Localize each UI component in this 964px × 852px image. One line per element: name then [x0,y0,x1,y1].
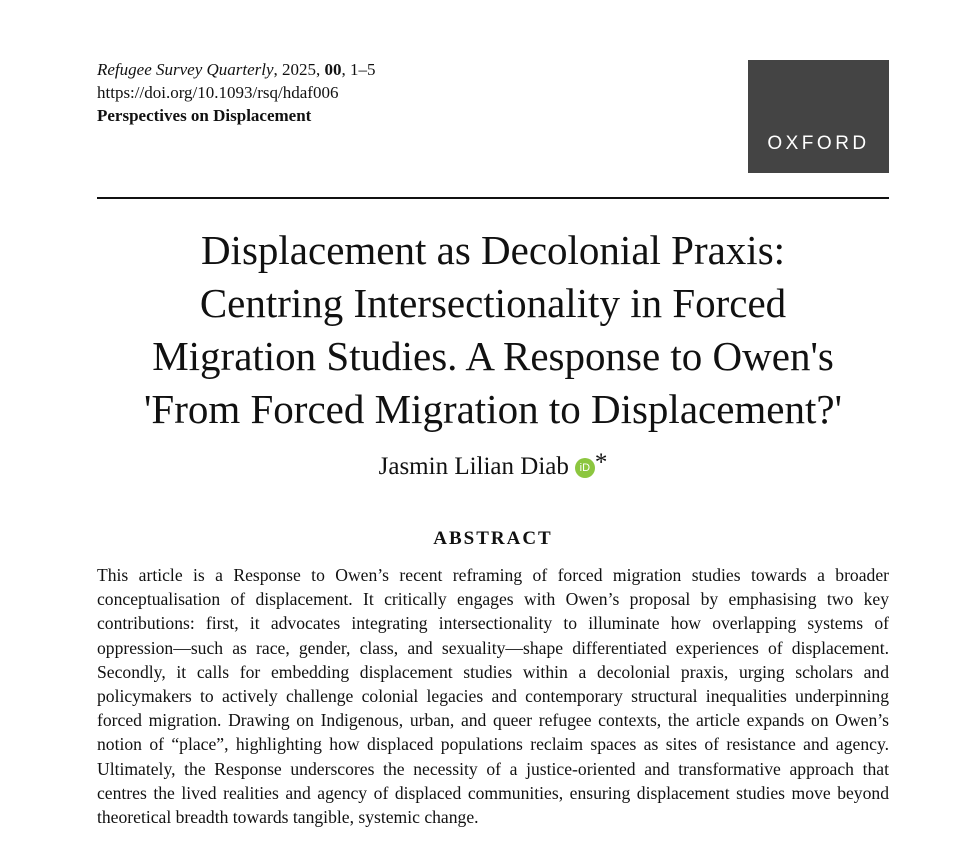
abstract-text: This article is a Response to Owen’s recent reframing of forced migration studies towards a broader conceptualisation of displacement. It critically engages with Owen’s proposal by emphasising two key contributions: first, it advocates integrating intersectionality to illuminate how overlapping systems of oppression—such as race, gender, class, and sexuality—shape differentiated experiences of displacement. Secondly, it calls for embedding displacement studies within a decolonial praxis, urging scholars and policymakers to actively challenge colonial legacies and contemporary structural inequalities underpinning forced migration. Drawing on Indigenous, urban, and queer refugee contexts, the article expands on Owen’s notion of “place”, highlighting how displaced populations reclaim spaces as sites of resistance and agency. Ultimately, the Response underscores the necessity of a justice-oriented and transformative approach that centres the lived realities and agency of displaced communities, ensuring displacement studies move beyond theoretical breadth towards tangible, systemic change. [97,565,889,828]
year: , 2025, [273,60,325,79]
author-name[interactable]: Jasmin Lilian Diab [378,453,569,480]
citation-line [97,58,376,81]
title-line: 'From Forced Migration to Displacement?' [144,386,842,432]
page-range: , 1–5 [341,60,376,79]
header-divider [97,197,889,199]
title-line: Migration Studies. A Response to Owen's [152,333,834,379]
volume: 00 [324,60,342,79]
article-title [60,224,926,436]
oxford-logo: OXFORD [748,60,889,173]
orcid-icon[interactable]: iD [575,458,595,478]
author-line [97,448,889,482]
abstract-heading: ABSTRACT [433,528,553,549]
title-line: Centring Intersectionality in Forced [199,280,787,326]
doi-link[interactable]: https://doi.org/10.1093/rsq/hdaf006 [97,83,339,102]
affiliation-mark: * [594,449,608,476]
article-metadata [97,58,376,127]
title-line: Displacement as Decolonial Praxis: [200,227,786,273]
section-label: Perspectives on Displacement [97,106,312,125]
journal-name: Refugee Survey Quarterly [97,60,274,79]
